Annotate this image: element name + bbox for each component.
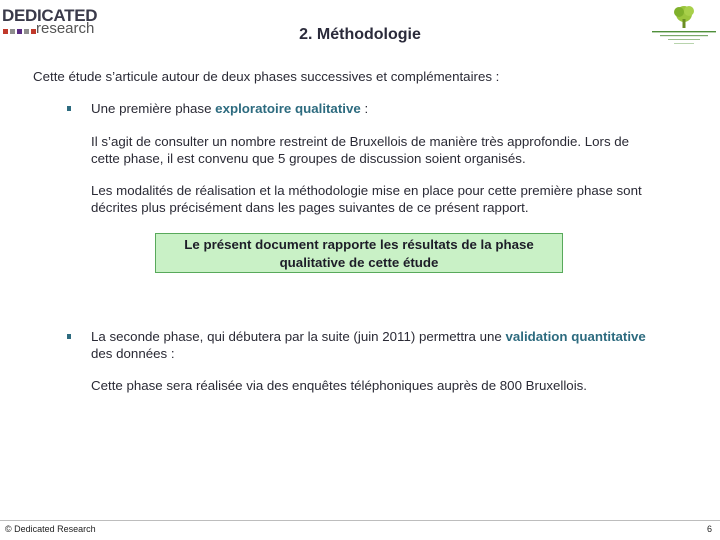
- callout-box: [155, 233, 563, 273]
- phase1-heading: [91, 100, 368, 117]
- bullet-marker: [67, 334, 71, 339]
- footer-copyright: © Dedicated Research: [5, 524, 96, 534]
- phase1-highlight: exploratoire qualitative: [215, 101, 361, 116]
- logo-wordmark-top: DEDICATED: [2, 6, 98, 25]
- phase1-paragraph-2: [91, 182, 642, 216]
- phase2-line2: des données :: [91, 346, 175, 361]
- intro-text: Cette étude s’articule autour de deux phases successives et complémentaires :: [33, 69, 500, 84]
- phase1-para2-line2: décrites plus précisément dans les pages suivantes de ce présent rapport.: [91, 200, 529, 215]
- phase1-para1-line2: cette phase, il est convenu que 5 groupes de discussion soient organisés.: [91, 151, 526, 166]
- callout-line2: qualitative de cette étude: [279, 255, 439, 270]
- phase2-prefix: La seconde phase, qui débutera par la suite (juin 2011) permettra une: [91, 329, 506, 344]
- phase2-heading: [91, 328, 646, 362]
- phase1-prefix: Une première phase: [91, 101, 216, 116]
- phase2-paragraph-1: Cette phase sera réalisée via des enquêtes téléphoniques auprès de 800 Bruxellois.: [91, 378, 588, 393]
- bullet-marker: [67, 106, 71, 111]
- tree-icon: [650, 3, 718, 47]
- phase2-highlight: validation quantitative: [505, 329, 646, 344]
- logo-wordmark-bottom: research: [36, 20, 95, 37]
- footer-divider: [0, 520, 720, 521]
- phase1-paragraph-1: [91, 133, 629, 167]
- page-number: 6: [706, 524, 712, 534]
- phase1-para1-line1: Il s’agit de consulter un nombre restreint de Bruxellois de manière très approfondie. Lors de: [91, 134, 630, 149]
- page-title: 2. Méthodologie: [299, 26, 421, 43]
- callout-line1: Le présent document rapporte les résultats de la phase: [184, 237, 534, 252]
- tree-emblem-logo: [650, 3, 718, 47]
- phase1-para2-line1: Les modalités de réalisation et la méthodologie mise en place pour cette première phase sont: [91, 183, 642, 198]
- phase1-suffix: :: [360, 101, 369, 116]
